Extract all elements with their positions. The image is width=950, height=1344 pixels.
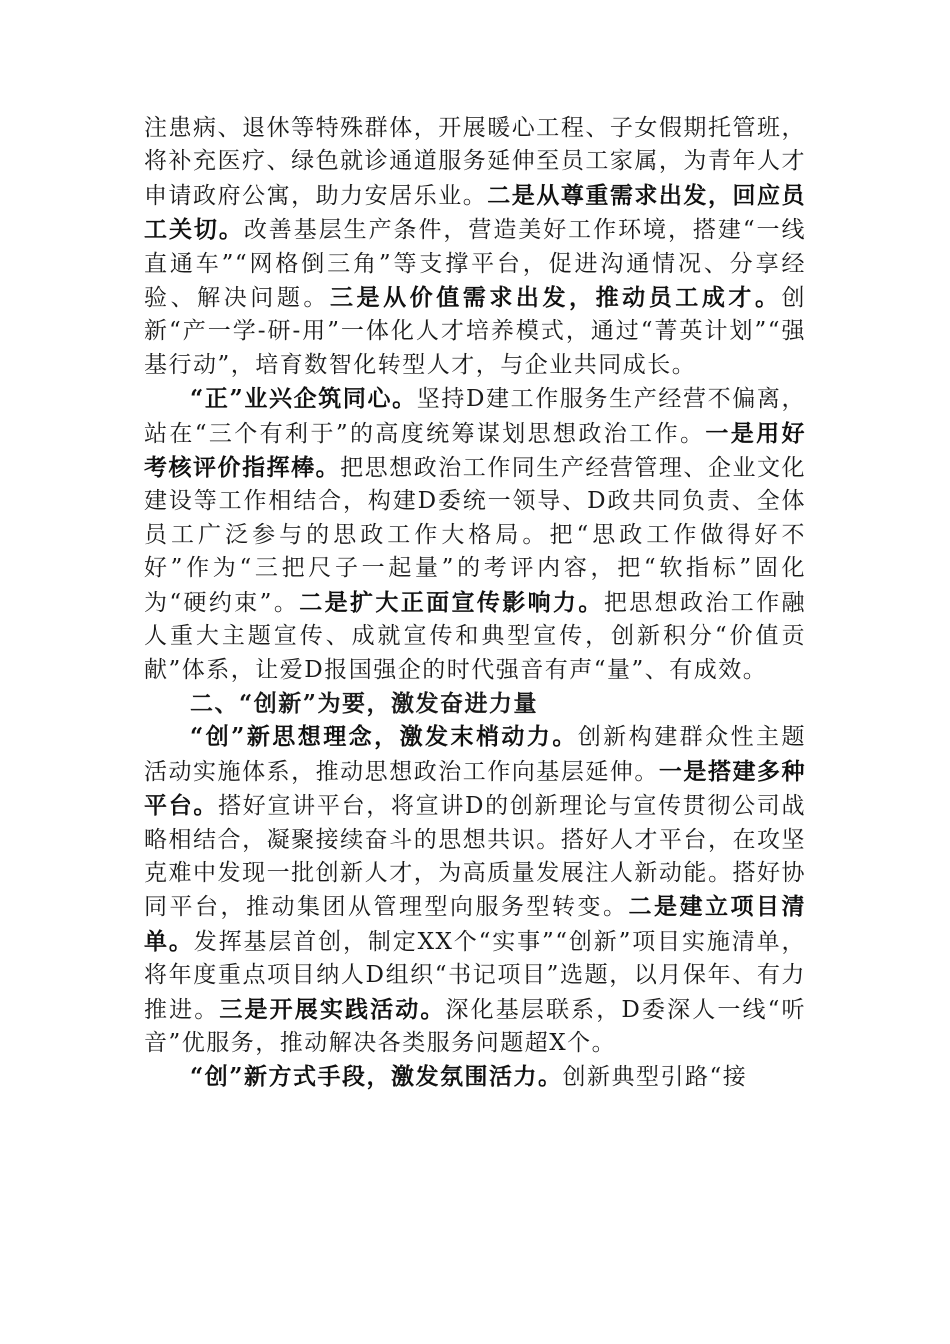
text-run: 搭好宣讲平台，将宣讲D的创新理论与宣传贯彻公司战略相结合，凝聚接续奋斗的思想共识。搭好人才平台，在攻坚克难中发现一批创新人才，为高质量发展注人新动能。搭好协同平台，推动集团从管理型向服务型转变。 (144, 793, 806, 921)
bold-run: “创”新思想理念，激发末梢动力。 (190, 723, 578, 751)
bold-run: 三是从价值需求出发，推动员工成才。 (329, 284, 782, 312)
bold-run: 二是建立项目清单。 (144, 893, 806, 955)
bold-run: “创”新方式手段，激发氛围活力。 (190, 1063, 563, 1091)
bold-run: “正”业兴企筑同心。 (190, 385, 417, 413)
text-run: 深化基层联系，D委深人一线“听音”优服务，推动解决各类服务问题超X个。 (144, 996, 807, 1056)
text-run: 把思想政治工作融人重大主题宣传、成就宣传和典型宣传，创新积分“价值贡献”体系，让爱D报国强企的时代强音有声“量”、有成效。 (144, 589, 806, 683)
text-run: 注患病、退休等特殊群体，开展暖心工程、子女假期托管班，将补充医疗、绿色就诊通道服务延伸至员工家属，为青年人才申请政府公寓，助力安居乐业。 (144, 115, 806, 209)
text-run: 创新构建群众性主题活动实施体系，推动思想政治工作向基层延伸。 (144, 724, 807, 785)
text-run: 发挥基层首创，制定XX个“实事”“创新”项目实施清单，将年度重点项目纳人D组织“书记项目”选题，以月保年、有力推进。 (144, 928, 807, 1023)
text-run: 改善基层生产条件，营造美好工作环境，搭建“一线直通车”“网格倒三角”等支撑平台，促进沟通情况、分享经验、解决问题。 (144, 217, 806, 312)
paragraph-3 (144, 720, 806, 1060)
paragraph-4 (144, 1060, 806, 1094)
bold-run: 一是用好考核评价指挥棒。 (144, 419, 806, 482)
paragraph-2 (144, 382, 806, 687)
paragraph-1 (144, 112, 806, 382)
section-heading: 二、“创新”为要，激发奋进力量 (190, 689, 538, 717)
bold-run: 三是开展实践活动。 (219, 995, 446, 1023)
bold-run: 二是扩大正面宣传影响力。 (299, 588, 604, 616)
text-run: 坚持D建工作服务生产经营不偏离，站在“三个有利于”的高度统筹谋划思想政治工作。 (144, 386, 806, 447)
bold-run: 二是从尊重需求出发，回应员工关切。 (144, 181, 807, 244)
bold-run: 一是搭建多种平台。 (144, 757, 807, 820)
document-page (144, 112, 806, 1095)
text-run: 把思想政治工作同生产经营管理、企业文化建设等工作相结合，构建D委统一领导、D政共同负责、全体员工广泛参与的思政工作大格局。把“思政工作做得好不好”作为“三把尺子一起量”的考评内容，把“软指标”固化为“硬约束”。 (144, 455, 807, 616)
text-run: 创新“产一学-研-用”一体化人才培养模式，通过“菁英计划”“强基行动”，培育数智化转型人才，与企业共同成长。 (144, 285, 806, 378)
text-run: 创新典型引路“接 (562, 1064, 748, 1091)
